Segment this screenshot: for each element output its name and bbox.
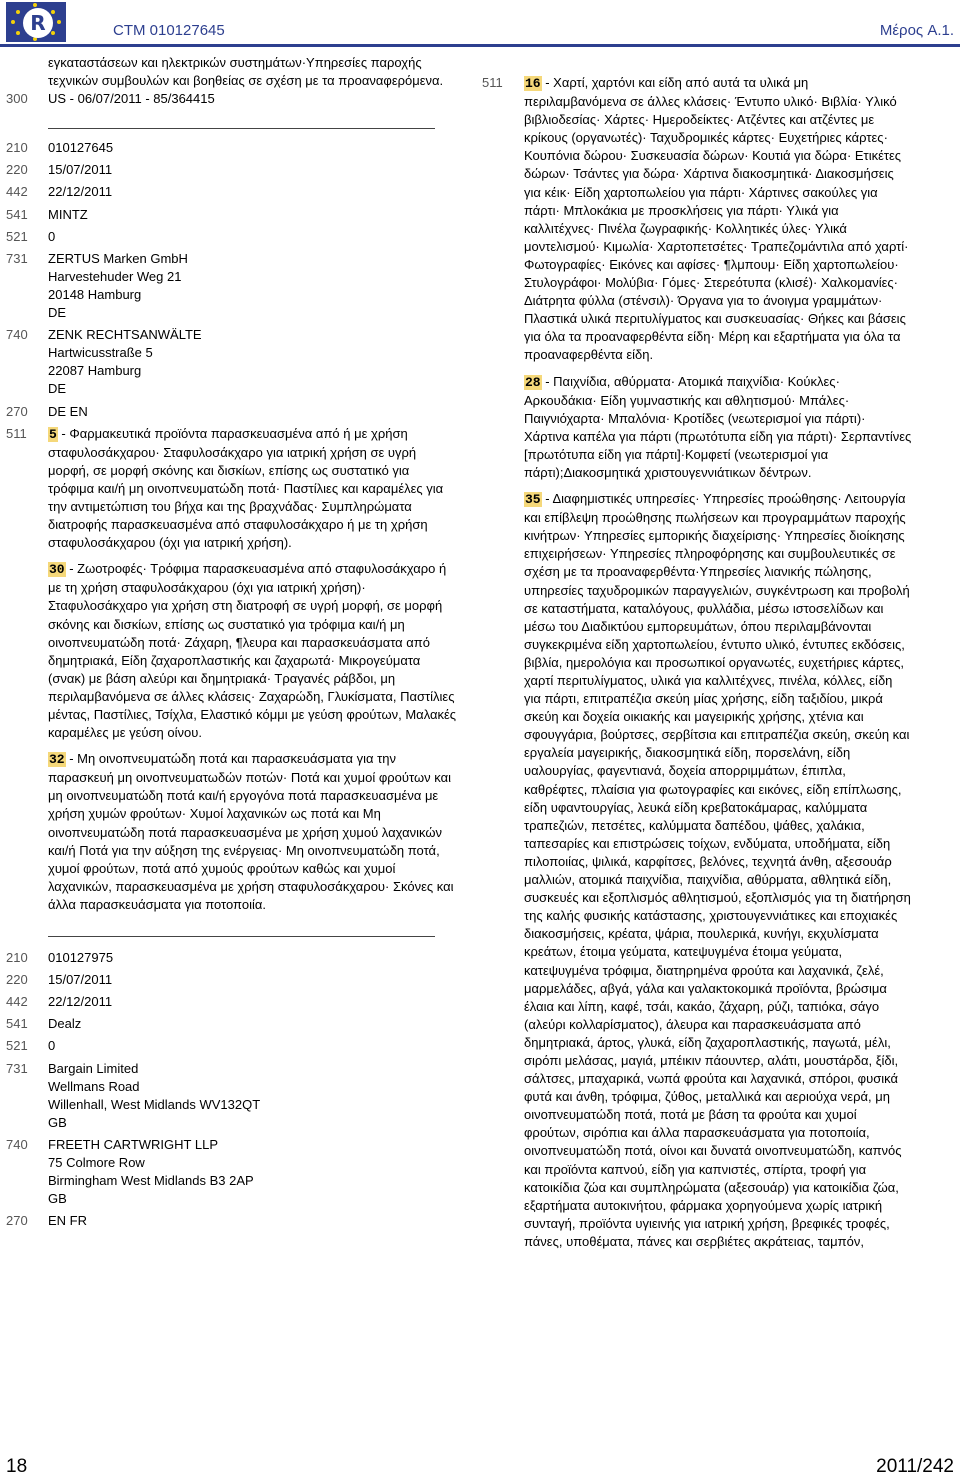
class-number-badge: 32 bbox=[49, 752, 65, 768]
field-731: 731 ZERTUS Marken GmbH Harvestehuder Weg 21 20148 Hamburg DE bbox=[6, 250, 458, 322]
entry-separator bbox=[48, 128, 435, 129]
goods-class-item bbox=[524, 74, 912, 365]
representative-address: FREETH CARTWRIGHT LLP 75 Colmore Row Birmingham West Midlands B3 2AP GB bbox=[48, 1136, 254, 1207]
field-442: 442 22/12/2011 bbox=[6, 184, 113, 200]
class-description: - Χαρτί, χαρτόνι και είδη από αυτά τα υλικά μη περιλαμβανόμενα σε άλλες κλάσεις· Έντυπο υλικό· Βιβλία· Υλικό βιβλιοδεσίας· Χάρτες· Ημεροδείκτες· Ατζέντες και ατζέντες με κρίκους (οργανωτές)· Ταχυδρομικές κάρτες· Ευχετήριες κάρτες· Κουπόνια δώρου· Συσκευασία δώρων· Κουτιά για δώρα· Ετικέτες δώρων· Τσάντες για δώρα· Χάρτινα διακοσμητικά· Διακοσμήσεις για κέικ· Είδη χαρτοπωλείου για πάρτι· Χάρτινες σακούλες για πάρτι· Μπλοκάκια με προσκλήσεις για πάρτι· Υλικά για καλλιτέχνες· Πινέλα ζωγραφικής· Κολλητικές ύλες· Υλικά μοντελισμού· Κιμωλία· Χαρτοπετσέτες· Τραπεζομάντιλα από χαρτί· Φωτογραφίες· Εικόνες και αφίσες· ¶λμπουμ· Είδη χαρτοπωλείου· Στυλογράφοι· Μολύβια· Γόμες· Στερεότυπα (κλισέ)· Χαλκομανίες· Διάτρητα φύλλα (στένσιλ)· Όργανα για το άνοιγμα γραμμάτων· Πλαστικά υλικά περιτυλίγματος και συσκευασίας· Θήκες και βάσεις για όλα τα προαναφερθέντα είδη· Μέρη και εξαρτήματα για όλα τα προαναφερθέντα είδη. bbox=[524, 75, 909, 363]
field-220: 220 15/07/2011 bbox=[6, 972, 113, 988]
class-description: - Μη οινοπνευματώδη ποτά και παρασκευάσματα για την παρασκευή μη οινοπνευματωδών ποτών· Ποτά και χυμοί φρούτων και μη οινοπνευματώδη ποτά και/ή εργογόνα ποτά παρασκευασμένα με χρήση χυμών φρούτων· Χυμοί λαχανικών ως ποτά και Μη οινοπνευματώδη ποτά παρασκευασμένα με χρήση χυμού λαχανικών και/ή Ποτά για την αύξηση της ενέργειας· Μη οινοπνευματώδη ποτά, χυμοί φρούτων, ποτά από χυμούς φρούτων καθώς και χυμοί λαχανικών, παρασκευασμένα με χρήση σταφυλοσάκχαρου· Σκόνες και άλλα παρασκευάσματα για ποτοποιία. bbox=[48, 751, 454, 912]
field-270: 270 DE EN bbox=[6, 403, 88, 419]
field-541: 541 Dealz bbox=[6, 1016, 82, 1032]
goods-class-item bbox=[524, 373, 912, 483]
class-number-badge: 28 bbox=[525, 374, 541, 390]
entry3-fields bbox=[6, 949, 458, 1059]
class-description: - Φαρμακευτικά προϊόντα παρασκευασμένα από ή με χρήση σταφυλοσάκχαρου· Σταφυλοσάκχαρο για ιατρική χρήση σε υγρή μορφή, σε μορφή σκόνης και δισκίων, επίσης ως συστατικό για τρόφιμα και/ή μη οινοπνευματώδη ποτά· Παστίλιες και καραμέλες για την αντιμετώπιση του βήχα και της βραχνάδας· Συμπληρώματα διατροφής παρασκευασμένα από σταφυλοσάκχαρο ή με τη χρήση σταφυλοσάκχαρου (όχι για ιατρική χρήση). bbox=[48, 425, 444, 551]
class-number-badge: 5 bbox=[49, 426, 57, 442]
bulletin-issue: 2011/242 bbox=[876, 1456, 954, 1477]
registered-mark-icon: R bbox=[23, 8, 53, 38]
entry1-intro: εγκαταστάσεων και ηλεκτρικών συστημάτων·Υπηρεσίες παροχής τεχνικών συμβουλών και βοηθείας σε σχέση με τα προαναφερόμενα. bbox=[48, 55, 444, 89]
field-511: 511 16 - Χαρτί, χαρτόνι και είδη από αυτά τα υλικά μη περιλαμβανόμενα σε άλλες κλάσεις· Έντυπο υλικό· Βιβλία· Υλικό βιβλιοδεσίας· Χάρτες· Ημεροδείκτες· Ατζέντες και ατζέντες με κρίκους (οργανωτές)· Ταχυδρομικές κάρτες· Ευχετήριες κάρτες· Κουπόνια δώρου· Συσκευασία δώρων· Κουτιά για δώρα· Ετικέτες δώρων· Τσάντες για δώρα· Χάρτινα διακοσμητικά· Διακοσμήσεις για κέικ· Είδη χαρτοπωλείου για πάρτι· Χάρτινες σακούλες για πάρτι· Μπλοκάκια με προσκλήσεις για πάρτι· Υλικά για καλλιτέχνες· Πινέλα ζωγραφικής· Κολλητικές ύλες· Υλικά μοντελισμού· Κιμωλία· Χαρτοπετσέτες· Τραπεζομάντιλα από χαρτί· Φωτογραφίες· Εικόνες και αφίσες· ¶λμπουμ· Είδη χαρτοπωλείου· Στυλογράφοι· Μολύβια· Γόμες· Στερεότυπα (κλισέ)· Χαλκομανίες· Διάτρητα φύλλα (στένσιλ)· Όργανα για το άνοιγμα γραμμάτων· Πλαστικά υλικά περιτυλίγματος και συσκευασίας· Θήκες και βάσεις για όλα τα προαναφερθέντα είδη· Μέρη και εξαρτήματα για όλα τα προαναφερθέντα είδη. 28 - Παιχνίδια, αθύρματα· Ατομικά παιχνίδια· Κούκλες· Αρκουδάκια· Είδη γυμναστικής και αθλητισμού· Μπάλες· Παιγνιόχαρτα· Μπαλόνια· Κροτίδες (νεωτερισμοί για πάρτι)· Χάρτινα καπέλα για πάρτι (πρωτότυπα είδη για πάρτι)· Σερπαντίνες [πρωτότυπα είδη για πάρτι]·Κομφετί (νεωτερισμοί για πάρτι);Διακοσμητικά χριστουγεννιάτικων δέντρων. 35 - Διαφημιστικές υπηρεσίες· Υπηρεσίες προώθησης· Λειτουργία και επίβλεψη προώθησης πωλήσεων και προγραμμάτων παροχής κινήτρων· Υπηρεσίες εμπορικής διαχείρισης· Υπηρεσίες διοίκησης επιχειρήσεων· Υπηρεσίες πληροφόρησης και συμβουλευτικές σε σχέση με τα προαναφερθέντα·Υπηρεσίες λιανικής πώλησης, υπηρεσίες ταχυδρομικών παραγγελιών, συγκέντρωση και προβολή σε καταστήματα, καταλόγους, φυλλάδια, μέσω ιστοσελίδων και μέσω του Διαδικτύου εμπορευμάτων, όπου περιλαμβάνονται συγκεκριμένα είδη χαρτοπωλείου, έντυπο υλικό, έντυπες εκδόσεις, βιβλία, ημερολόγια και προσωπικοί οργανωτές, ευχετήριες κάρτες, χαρτί περιτυλίγματος, υλικά για καλλιτέχνες, πινέλα, κόλλες, είδη για πάρτι, επιτραπέζια σκεύη μίας χρήσης, είδη ταξιδίου, μικρά σκεύη και δοχεία οικιακής και μαγειρικής χρήσης, χτένια και σφουγγάρια, βούρτσες, σερβίτσια και επιτραπέζια σκεύη, σκεύη και εργαλεία μαγειρικής, διακοσμητικά είδη, πορσελάνη, είδη υαλουργίας, φαγεντιανά, δοχεία απορριμμάτων, έπιπλα, καθρέφτες, πλαίσια για φωτογραφίες και εικόνες, είδη επίπλωσης, είδη υφαντουργίας, λευκά είδη κρεβατοκάμαρας, καλύμματα τραπεζιών, πετσέτες, καλύμματα δαπέδου, ψάθες, χαλάκια, ταπεσαρίες και επιστρώσεις τοίχων, ενδύματα, υποδήματα, είδη πιλοποιίας, ψιλικά, καρφίτσες, βελόνες, τεχνητά άνθη, αξεσουάρ μαλλιών, ατομικά παιχνίδια, παιχνίδια, αθύρματα, αθλητικά είδη, συσκευές και εξοπλισμός αθλητισμού, εξοπλισμός για τη διατήρηση της καλής φυσικής κατάστασης, χριστουγεννιάτικες και εποχιακές διακοσμήσεις, κρέατα, ψάρια, πουλερικά, κυνήγι, εκχυλίσματα κρεάτων, έτοιμα γεύματα, κατεψυγμένα έτοιμα γεύματα, κατεψυγμένα τρόφιμα, διατηρημένα φρούτα και λαχανικά, ζελέ, μαρμελάδες, αβγά, γάλα και γαλακτοκομικά προϊόντα, βρώσιμα έλαια και λίπη, καφέ, τσάι, κακάο, ζάχαρη, ρύζι, ταπιόκα, σάγο (αλεύρι κολλαρίσματος), άλευρα και παρασκευάσματα από δημητριακά, άρτος, γλυκά, είδη ζαχαροπλαστικής, παγωτά, μέλι, σιρόπι μελάσας, μαγιά, μπέικιν πάουντερ, αλάτι, μουστάρδα, ξίδι, σάλτσες, μπαχαρικά, νωπά φρούτα και λαχανικά, σπόροι, φυσικά φυτά και άνθη, τρόφιμα, ζύθος, μεταλλικά και αεριούχα νερά, μη οινοπνευματώδη ποτά, ποτά με βάση τα φρούτα και χυμοί φρούτων, σιρόπια και άλλα παρασκευάσματα για ποτοποιία, οινοπνευματώδη ποτά, οίνοι και δυνατά οινοπνευματώδη, καπνός και προϊόντα καπνού, είδη για καπνιστές, σπίρτα, τροφή για κατοικίδια ζώα και συμπληρώματα (αξεσουάρ) για κατοικίδια ζώα, εξαρτήματα αυτοκινήτου, φάρμακα χορηγούμενα χωρίς ιατρική συνταγή, προϊόντα υγιεινής για ιατρική χρήση, βρεφικές τροφές, πάνες, υποθέματα, πάνες και σερβιέτες ακράτειας, ταμπόν, bbox=[482, 74, 912, 1251]
field-270: 270 EN FR bbox=[6, 1213, 87, 1229]
goods-services-list bbox=[48, 425, 458, 914]
entry-separator bbox=[48, 936, 435, 937]
page-number: 18 bbox=[6, 1456, 28, 1477]
ohim-logo bbox=[6, 2, 66, 42]
right-column bbox=[482, 74, 912, 1251]
goods-class-item bbox=[48, 750, 458, 914]
field-521: 521 0 bbox=[6, 1038, 56, 1054]
owner-address: Bargain Limited Wellmans Road Willenhall, West Midlands WV132QT GB bbox=[48, 1060, 261, 1130]
goods-class-item bbox=[48, 560, 458, 742]
goods-class-item bbox=[524, 490, 912, 1251]
header-title: CTM 010127645 bbox=[113, 22, 225, 39]
class-number-badge: 30 bbox=[49, 562, 65, 578]
field-731: 731 Bargain Limited Wellmans Road Willenhall, West Midlands WV132QT GB bbox=[6, 1060, 458, 1132]
field-521: 521 0 bbox=[6, 228, 56, 244]
goods-services-list bbox=[524, 74, 912, 1251]
left-column bbox=[6, 54, 458, 1230]
class-description: - Παιχνίδια, αθύρματα· Ατομικά παιχνίδια· Κούκλες· Αρκουδάκια· Είδη γυμναστικής και αθλητισμού· Μπάλες· Παιγνιόχαρτα· Μπαλόνια· Κροτίδες (νεωτερισμοί για πάρτι)· Χάρτινα καπέλα για πάρτι (πρωτότυπα είδη για πάρτι)· Σερπαντίνες [πρωτότυπα είδη για πάρτι]·Κομφετί (νεωτερισμοί για πάρτι);Διακοσμητικά χριστουγεννιάτικων δέντρων. bbox=[524, 373, 912, 480]
class-description: - Ζωοτροφές· Τρόφιμα παρασκευασμένα από σταφυλοσάκχαρο ή με τη χρήση σταφυλοσάκχαρου (όχι για ιατρική χρήση)· Σταφυλοσάκχαρο για χρήση στη διατροφή σε υγρή μορφή, σε μορφή σκόνης και δισκίων, επίσης ως συστατικό για τρόφιμα και/ή μη οινοπνευματώδη ποτά· Ζάχαρη, ¶λευρα και παρασκευάσματα από δημητριακά, Είδη ζαχαροπλαστικής και ζαχαρωτά· Μικρογεύματα (σνακ) με βάση αλεύρι και δημητριακά· Τραγανές ράβδοι, μη περιλαμβανόμενα σε άλλες κλάσεις· Ζαχαρώδη, Γλυκίσματα, Παστίλιες μέντας, Παστίλιες, Τσίχλα, Ελαστικό κόμμι με γεύση φρούτων, Μαλακές καραμέλες με γεύση οίνου. bbox=[48, 561, 457, 741]
class-description: - Διαφημιστικές υπηρεσίες· Υπηρεσίες προώθησης· Λειτουργία και επίβλεψη προώθησης πωλήσεων και προγραμμάτων παροχής κινήτρων· Υπηρεσίες εμπορικής διαχείρισης· Υπηρεσίες διοίκησης επιχειρήσεων· Υπηρεσίες πληροφόρησης και συμβουλευτικές σε σχέση με τα προαναφερθέντα·Υπηρεσίες λιανικής πώλησης, υπηρεσίες ταχυδρομικών παραγγελιών, συγκέντρωση και προβολή σε καταστήματα, καταλόγους, φυλλάδια, μέσω ιστοσελίδων και μέσω του Διαδικτύου εμπορευμάτων, όπου περιλαμβάνονται συγκεκριμένα είδη χαρτοπωλείου, έντυπο υλικό, έντυπες εκδόσεις, βιβλία, ημερολόγια και προσωπικοί οργανωτές, ευχετήριες κάρτες, χαρτί περιτυλίγματος, υλικά για καλλιτέχνες, πινέλα, κόλλες, είδη για πάρτι, επιτραπέζια σκεύη μίας χρήσης, είδη ταξιδίου, μικρά σκεύη και δοχεία οικιακής και μαγειρικής χρήσης, χτένια και σφουγγάρια, βούρτσες, σερβίτσια και επιτραπέζια σκεύη, σκεύη και εργαλεία μαγειρικής, διακοσμητικά είδη, πορσελάνη, είδη υαλουργίας, φαγεντιανά, δοχεία απορριμμάτων, έπιπλα, καθρέφτες, πλαίσια για φωτογραφίες και εικόνες, είδη επίπλωσης, είδη υφαντουργίας, λευκά είδη κρεβατοκάμαρας, καλύμματα τραπεζιών, πετσέτες, καλύμματα δαπέδου, ψάθες, χαλάκια, ταπεσαρίες και επιστρώσεις τοίχων, ενδύματα, υποδήματα, είδη πιλοποιίας, ψιλικά, καρφίτσες, βελόνες, τεχνητά άνθη, αξεσουάρ μαλλιών, ατομικά παιχνίδια, παιχνίδια, αθύρματα, αθλητικά είδη, συσκευές και εξοπλισμός αθλητισμού, εξοπλισμός για τη διατήρηση της καλής φυσικής κατάστασης, χριστουγεννιάτικες και εποχιακές διακοσμήσεις, κρέατα, ψάρια, πουλερικά, κυνήγι, εκχυλίσματα κρεάτων, έτοιμα γεύματα, κατεψυγμένα έτοιμα γεύματα, κατεψυγμένα τρόφιμα, διατηρημένα φρούτα και λαχανικά, ζελέ, μαρμελάδες, αβγά, γάλα και γαλακτοκομικά προϊόντα, βρώσιμα έλαια και λίπη, καφέ, τσάι, κακάο, ζάχαρη, ρύζι, ταπιόκα, σάγο (αλεύρι κολλαρίσματος), άλευρα και παρασκευάσματα από δημητριακά, άρτος, γλυκά, είδη ζαχαροπλαστικής, παγωτά, μέλι, σιρόπι μελάσας, μαγιά, μπέικιν πάουντερ, αλάτι, μουστάρδα, ξίδι, σάλτσες, μπαχαρικά, νωπά φρούτα και λαχανικά, σπόροι, φυσικά φυτά και άνθη, τρόφιμα, ζύθος, μεταλλικά και αεριούχα νερά, μη οινοπνευματώδη ποτά, ποτά με βάση τα φρούτα και χυμοί φρούτων, σιρόπια και άλλα παρασκευάσματα για ποτοποιία, οινοπνευματώδη ποτά, οίνοι και δυνατά οινοπνευματώδη, καπνός και προϊόντα καπνού, είδη για καπνιστές, σπίρτα, τροφή για κατοικίδια ζώα και συμπληρώματα (αξεσουάρ) για κατοικίδια ζώα, εξαρτήματα αυτοκινήτου, φάρμακα χορηγούμενα χωρίς ιατρική συνταγή, προϊόντα υγιεινής για ιατρική χρήση, βρεφικές τροφές, πάνες, υποθέματα, πάνες και σερβιέτες ακράτειας, ταμπόν, bbox=[524, 491, 911, 1249]
class-number-badge: 35 bbox=[525, 492, 541, 508]
goods-class-item bbox=[48, 425, 458, 553]
class-number-badge: 16 bbox=[525, 76, 541, 91]
field-210: 210 010127975 bbox=[6, 950, 114, 966]
header-part: Μέρος A.1. bbox=[879, 22, 954, 39]
entry2-fields bbox=[6, 139, 458, 249]
header-rule bbox=[0, 44, 960, 47]
page-header bbox=[0, 0, 960, 46]
owner-address: ZERTUS Marken GmbH Harvestehuder Weg 21 20148 Hamburg DE bbox=[48, 250, 188, 321]
field-541: 541 MINTZ bbox=[6, 206, 88, 222]
field-740: 740 ZENK RECHTSANWÄLTE Hartwicusstraße 5 22087 Hamburg DE bbox=[6, 326, 458, 398]
field-210: 210 010127645 bbox=[6, 140, 114, 156]
field-442: 442 22/12/2011 bbox=[6, 994, 113, 1010]
field-220: 220 15/07/2011 bbox=[6, 162, 113, 178]
representative-address: ZENK RECHTSANWÄLTE Hartwicusstraße 5 22087 Hamburg DE bbox=[48, 327, 202, 397]
field-300: 300 US - 06/07/2011 - 85/364415 bbox=[6, 91, 215, 107]
field-740: 740 FREETH CARTWRIGHT LLP 75 Colmore Row Birmingham West Midlands B3 2AP GB bbox=[6, 1136, 458, 1208]
field-511: 511 5 - Φαρμακευτικά προϊόντα παρασκευασμένα από ή με χρήση σταφυλοσάκχαρου· Σταφυλοσάκχαρο για ιατρική χρήση σε υγρή μορφή, σε μορφή σκόνης και δισκίων, επίσης ως συστατικό για τρόφιμα και/ή μη οινοπνευματώδη ποτά· Παστίλιες και καραμέλες για την αντιμετώπιση του βήχα και της βραχνάδας· Συμπληρώματα διατροφής παρασκευασμένα από σταφυλοσάκχαρο ή με τη χρήση σταφυλοσάκχαρου (όχι για ιατρική χρήση). 30 - Ζωοτροφές· Τρόφιμα παρασκευασμένα από σταφυλοσάκχαρο ή με τη χρήση σταφυλοσάκχαρου (όχι για ιατρική χρήση)· Σταφυλοσάκχαρο για χρήση στη διατροφή σε υγρή μορφή, σε μορφή σκόνης και δισκίων, επίσης ως συστατικό για τρόφιμα και/ή μη οινοπνευματώδη ποτά· Ζάχαρη, ¶λευρα και παρασκευάσματα από δημητριακά, Είδη ζαχαροπλαστικής και ζαχαρωτά· Μικρογεύματα (σνακ) με βάση αλεύρι και δημητριακά· Τραγανές ράβδοι, μη περιλαμβανόμενα σε άλλες κλάσεις· Ζαχαρώδη, Γλυκίσματα, Παστίλιες μέντας, Παστίλιες, Τσίχλα, Ελαστικό κόμμι με γεύση φρούτων, Μαλακές καραμέλες με γεύση οίνου. 32 - Μη οινοπνευματώδη ποτά και παρασκευάσματα για την παρασκευή μη οινοπνευματωδών ποτών· Ποτά και χυμοί φρούτων και μη οινοπνευματώδη ποτά και/ή εργογόνα ποτά παρασκευασμένα με χρήση χυμών φρούτων· Χυμοί λαχανικών ως ποτά και Μη οινοπνευματώδη ποτά παρασκευασμένα με χρήση χυμού λαχανικών και/ή Ποτά για την αύξηση της ενέργειας· Μη οινοπνευματώδη ποτά, χυμοί φρούτων, ποτά από χυμούς φρούτων καθώς και χυμοί λαχανικών, παρασκευασμένα με χρήση σταφυλοσάκχαρου· Σκόνες και άλλα παρασκευάσματα για ποτοποιία. bbox=[6, 425, 458, 914]
entry1-intro-row bbox=[6, 54, 458, 90]
